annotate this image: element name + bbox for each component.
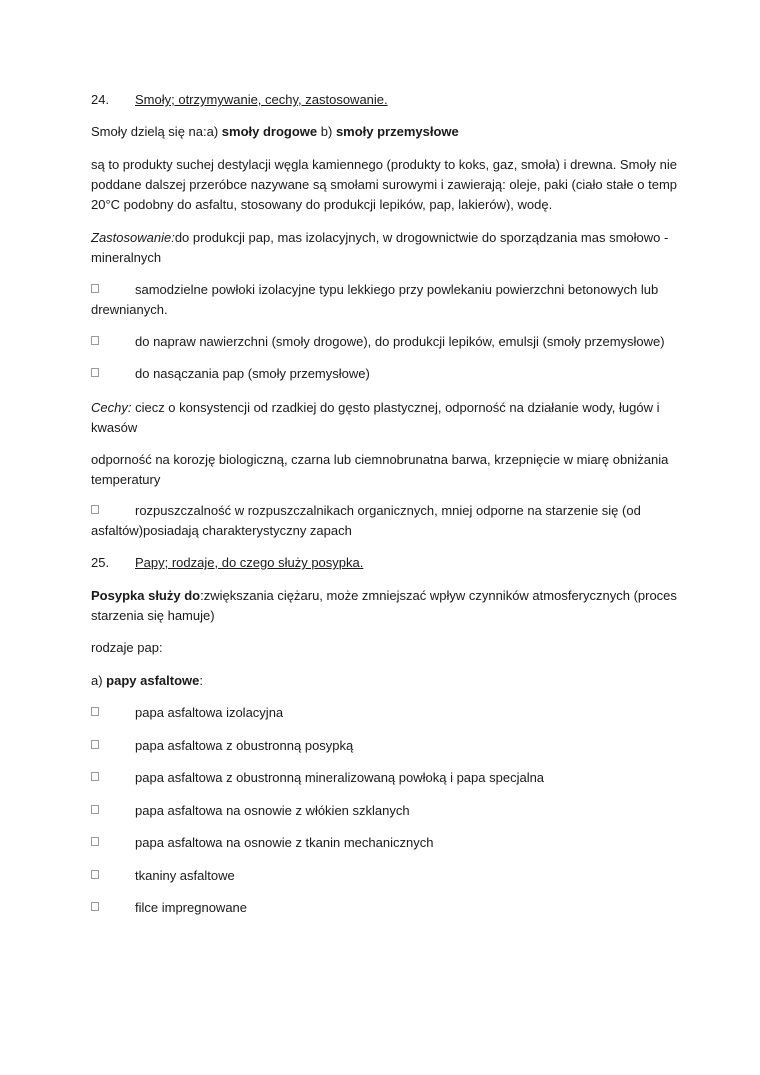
list-item: papa asfaltowa izolacyjna: [135, 705, 284, 720]
tar-split-prefix: Smoły dzielą się na:a): [91, 124, 222, 139]
bullet-icon: [91, 740, 99, 749]
bullet-icon: [91, 284, 99, 293]
list-item: papa asfaltowa na osnowie z tkanin mechanicznych: [135, 835, 434, 850]
asphalt-suffix: :: [199, 673, 203, 688]
use-text-1: do produkcji pap, mas izolacyjnych, w drogownictwie do sporządzania mas smołowo -: [174, 230, 669, 245]
section-25-number: 25.: [91, 555, 110, 570]
list-item: tkaniny asfaltowe: [135, 868, 235, 883]
features-line-2: kwasów: [91, 420, 138, 435]
features-label: Cechy:: [91, 400, 132, 415]
use-line-2: mineralnych: [91, 250, 162, 265]
list-item: filce impregnowane: [135, 900, 248, 915]
bullet-4-text-a: rozpuszczalność w rozpuszczalnikach organicznych, mniej odporne na starzenie się (od: [135, 503, 641, 518]
features-line-1: [91, 398, 681, 418]
list-item: papa asfaltowa z obustronną posypką: [135, 738, 354, 753]
bullet-1-text-a: samodzielne powłoki izolacyjne typu lekkiego przy powlekaniu powierzchni betonowych lub: [135, 282, 659, 297]
posypka-text-1: :zwiększania ciężaru, może zmniejszać wpływ czynników atmosferycznych (proces: [200, 588, 677, 603]
bullet-icon: [91, 805, 99, 814]
section-24-heading: [91, 90, 681, 110]
tar-split-mid: b): [317, 124, 336, 139]
kinds-line: rodzaje pap:: [91, 640, 163, 655]
list-item: papa asfaltowa z obustronną mineralizowaną powłoką i papa specjalna: [135, 770, 545, 785]
bullet-3-text: do nasączania pap (smoły przemysłowe): [135, 366, 370, 381]
use-line-1: [91, 228, 681, 248]
asphalt-papers-label: papy asfaltowe: [106, 673, 200, 688]
features-line-3: odporność na korozję biologiczną, czarna lub ciemnobrunatna barwa, krzepnięcie w miarę obniżania: [91, 452, 669, 467]
desc-line-3: 20°C podobny do asfaltu, stosowany do produkcji lepików, pap, lakierów), wodę.: [91, 197, 553, 212]
asphalt-papers-line: [91, 671, 681, 691]
section-25-heading: [91, 553, 681, 573]
section-24-title: Smoły; otrzymywanie, cechy, zastosowanie.: [135, 92, 388, 107]
posypka-line-1: [91, 586, 681, 606]
bullet-icon: [91, 902, 99, 911]
bullet-icon: [91, 707, 99, 716]
features-text-1: ciecz o konsystencji od rzadkiej do gęsto plastycznej, odporność na działanie wody, ługów i: [131, 400, 660, 415]
tar-industrial-label: smoły przemysłowe: [335, 124, 459, 139]
bullet-4-text-b: asfaltów)posiadają charakterystyczny zapach: [91, 523, 352, 538]
section-24-number: 24.: [91, 92, 110, 107]
desc-line-2: poddane dalszej przeróbce nazywane są smołami surowymi i zawierają: oleje, paki (ciało stałe o temp: [91, 177, 678, 192]
asphalt-prefix: a): [91, 673, 107, 688]
posypka-line-2: starzenia się hamuje): [91, 608, 215, 623]
bullet-2-text: do napraw nawierzchni (smoły drogowe), do produkcji lepików, emulsji (smoły przemysłowe): [135, 334, 665, 349]
section-25-title: Papy; rodzaje, do czego służy posypka.: [135, 555, 364, 570]
list-item: papa asfaltowa na osnowie z włókien szklanych: [135, 803, 410, 818]
bullet-icon: [91, 368, 99, 377]
bullet-icon: [91, 772, 99, 781]
posypka-label: Posypka służy do: [91, 588, 201, 603]
bullet-icon: [91, 336, 99, 345]
features-line-4: temperatury: [91, 472, 161, 487]
bullet-1-text-b: drewnianych.: [91, 302, 168, 317]
bullet-icon: [91, 870, 99, 879]
tar-split-line: [91, 122, 681, 142]
tar-road-label: smoły drogowe: [221, 124, 318, 139]
bullet-icon: [91, 837, 99, 846]
use-label: Zastosowanie:: [91, 230, 175, 245]
bullet-icon: [91, 505, 99, 514]
desc-line-1: są to produkty suchej destylacji węgla kamiennego (produkty to koks, gaz, smoła) i drewna. Smoły nie: [91, 157, 678, 172]
